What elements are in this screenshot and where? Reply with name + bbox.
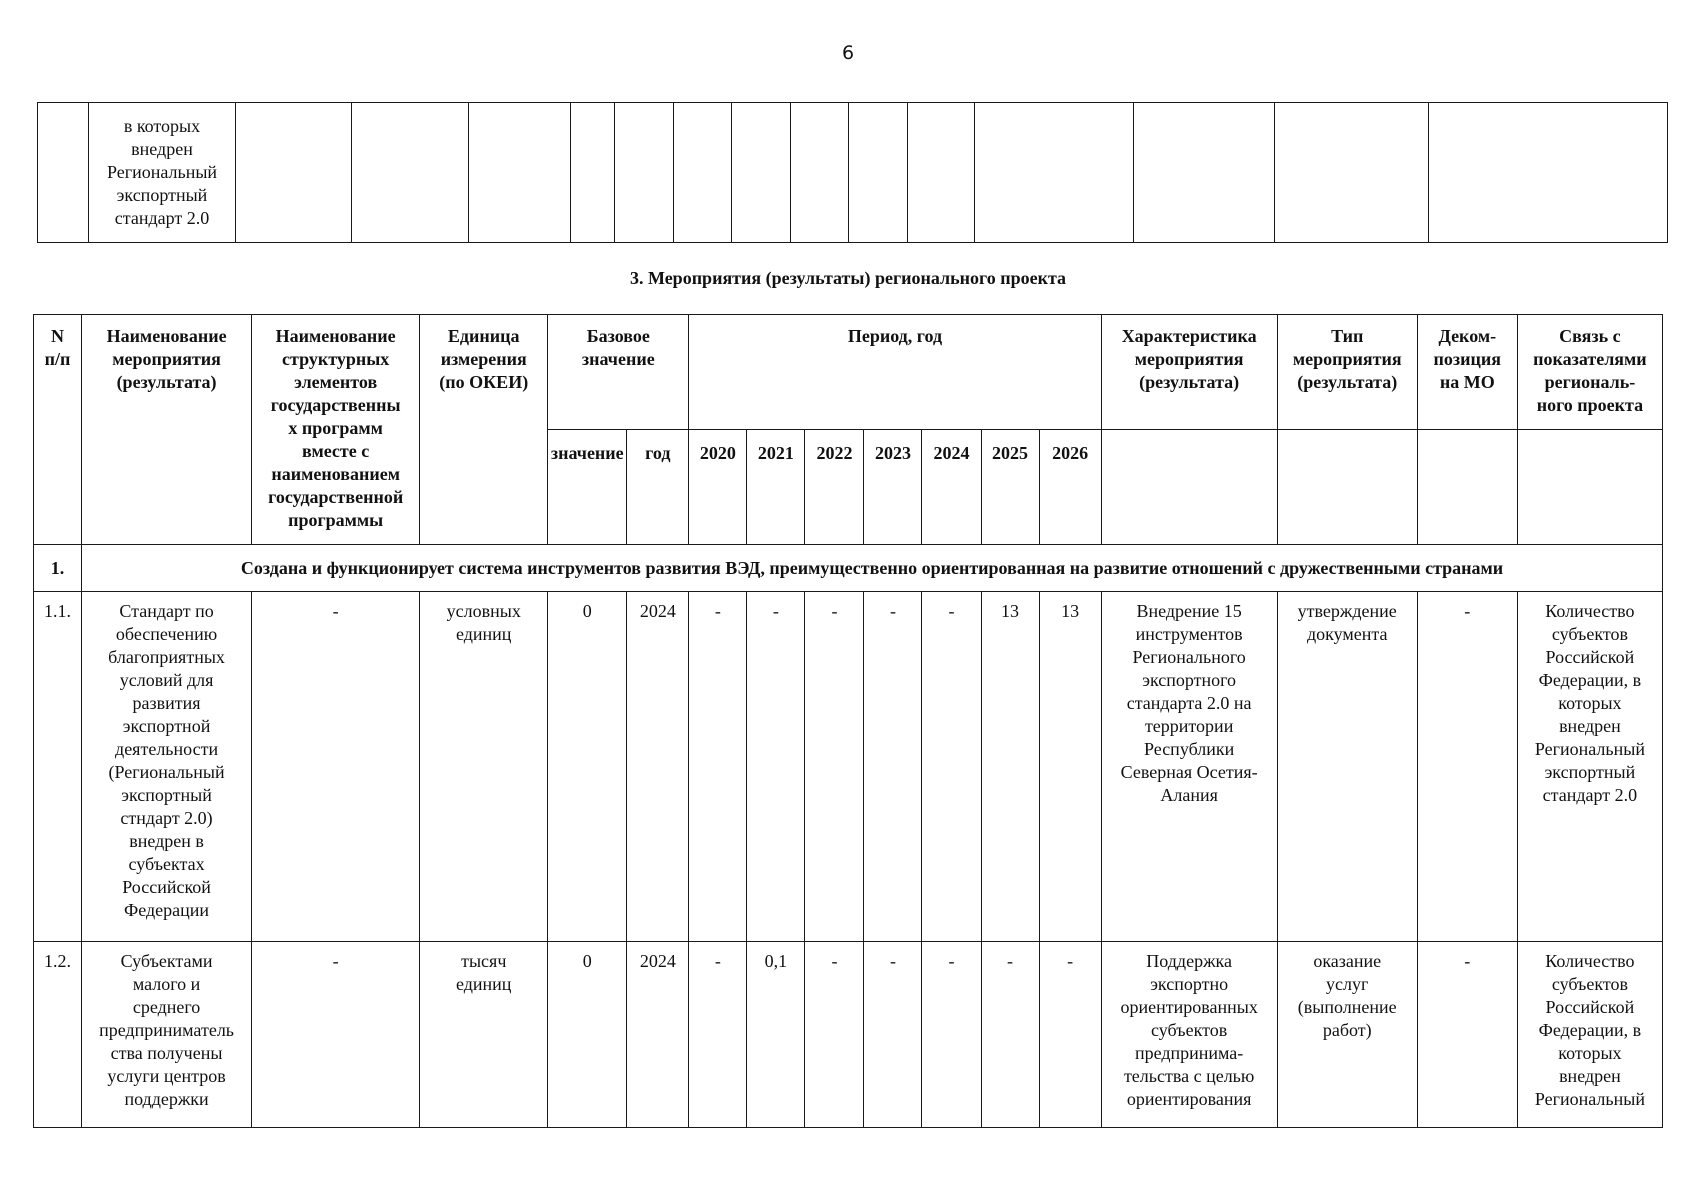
header-year: 2024 bbox=[922, 430, 981, 545]
header-base: Базовое значение bbox=[548, 315, 689, 430]
row-year-value: - bbox=[747, 592, 805, 942]
row-year-value: 13 bbox=[981, 592, 1039, 942]
row-year-value: 13 bbox=[1039, 592, 1101, 942]
row-num: 1.2. bbox=[34, 942, 82, 1128]
header-num: N п/п bbox=[34, 315, 82, 545]
row-link: Количество субъектов Российской Федерации, в которых внедрен Региональный экспортный стандарт 2.0 bbox=[1517, 592, 1662, 942]
header-year: 2025 bbox=[981, 430, 1039, 545]
row-type: утверждение документа bbox=[1277, 592, 1417, 942]
row-year-value: - bbox=[981, 942, 1039, 1128]
row-link: Количество субъектов Российской Федерации, в которых внедрен Региональный bbox=[1517, 942, 1662, 1128]
table-row bbox=[34, 942, 1663, 1128]
page-number: 6 bbox=[841, 42, 855, 64]
header-link: Связь с показателями региональ- ного проекта bbox=[1517, 315, 1662, 430]
row-base-value: 0 bbox=[548, 942, 627, 1128]
row-char: Поддержка экспортно ориентированных субъектов предпринима- тельства с целью ориентирования bbox=[1101, 942, 1277, 1128]
row-year-value: - bbox=[1039, 942, 1101, 1128]
row-type: оказание услуг (выполнение работ) bbox=[1277, 942, 1417, 1128]
continuation-text: в которых внедрен Региональный экспортный стандарт 2.0 bbox=[89, 103, 236, 243]
header-year: 2020 bbox=[689, 430, 747, 545]
header-year: 2022 bbox=[805, 430, 864, 545]
row-name: Стандарт по обеспечению благоприятных условий для развития экспортной деятельности (Региональный экспортный стндарт 2.0) внедрен в субъектах Российской Федерации bbox=[82, 592, 252, 942]
row-unit: условных единиц bbox=[420, 592, 548, 942]
header-name: Наименование мероприятия (результата) bbox=[82, 315, 252, 545]
row-decomp: - bbox=[1417, 592, 1517, 942]
section-num: 1. bbox=[34, 545, 82, 592]
continuation-row bbox=[38, 103, 1668, 243]
row-year-value: - bbox=[864, 592, 922, 942]
header-base-value: значение bbox=[548, 430, 627, 545]
row-year-value: 0,1 bbox=[747, 942, 805, 1128]
row-base-value: 0 bbox=[548, 592, 627, 942]
row-struct: - bbox=[252, 942, 420, 1128]
row-decomp: - bbox=[1417, 942, 1517, 1128]
row-char: Внедрение 15 инструментов Регионального экспортного стандарта 2.0 на территории Республики Северная Осетия- Алания bbox=[1101, 592, 1277, 942]
row-year-value: - bbox=[689, 942, 747, 1128]
continuation-table bbox=[37, 102, 1668, 243]
row-struct: - bbox=[252, 592, 420, 942]
activities-table bbox=[33, 314, 1663, 1128]
header-char: Характеристика мероприятия (результата) bbox=[1101, 315, 1277, 430]
row-year-value: - bbox=[689, 592, 747, 942]
row-unit: тысяч единиц bbox=[420, 942, 548, 1128]
row-base-year: 2024 bbox=[627, 592, 689, 942]
header-decomp: Деком- позиция на МО bbox=[1417, 315, 1517, 430]
row-year-value: - bbox=[805, 942, 864, 1128]
section-row bbox=[34, 545, 1663, 592]
header-type: Тип мероприятия (результата) bbox=[1277, 315, 1417, 430]
header-unit: Единица измерения (по ОКЕИ) bbox=[420, 315, 548, 545]
row-num: 1.1. bbox=[34, 592, 82, 942]
row-year-value: - bbox=[805, 592, 864, 942]
header-year: 2021 bbox=[747, 430, 805, 545]
section-title: 3. Мероприятия (результаты) регионального проекта bbox=[629, 268, 1067, 288]
header-struct: Наименование структурных элементов государственны х программ вместе с наименованием государственной программы bbox=[252, 315, 420, 545]
section-heading: Создана и функционирует система инструментов развития ВЭД, преимущественно ориентированная на развитие отношений с дружественными странами bbox=[82, 545, 1663, 592]
row-name: Субъектами малого и среднего предприниматель ства получены услуги центров поддержки bbox=[82, 942, 252, 1128]
row-year-value: - bbox=[922, 942, 981, 1128]
row-year-value: - bbox=[864, 942, 922, 1128]
table-row bbox=[34, 592, 1663, 942]
header-period: Период, год bbox=[689, 315, 1101, 430]
header-base-year: год bbox=[627, 430, 689, 545]
header-year: 2023 bbox=[864, 430, 922, 545]
header-row-1 bbox=[34, 315, 1663, 430]
header-year: 2026 bbox=[1039, 430, 1101, 545]
row-year-value: - bbox=[922, 592, 981, 942]
row-base-year: 2024 bbox=[627, 942, 689, 1128]
